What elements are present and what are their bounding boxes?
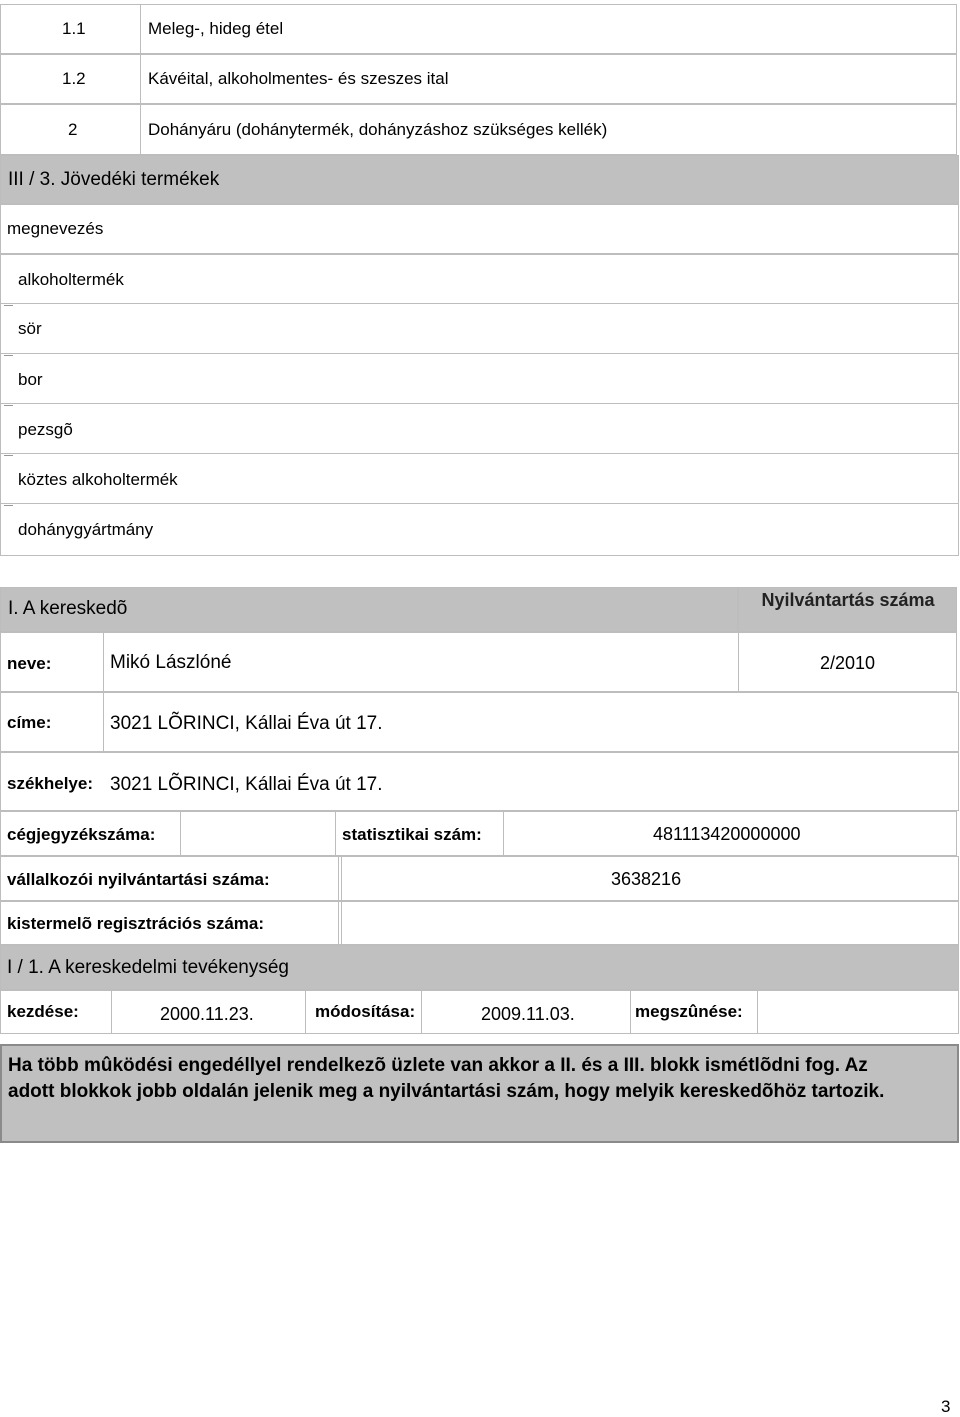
row-divider (0, 503, 959, 504)
cell-divider (180, 811, 181, 856)
smallholder-label: kistermelõ regisztrációs száma: (7, 914, 265, 933)
service-divider (140, 4, 141, 155)
service-number: 1.2 (62, 69, 86, 88)
excise-list (0, 254, 959, 556)
company-reg-label: cégjegyzékszáma: (7, 825, 156, 844)
cell-divider (305, 990, 306, 1034)
trader-seat-label: székhelye: (7, 774, 93, 793)
reg-number: 2/2010 (820, 653, 876, 673)
service-row-1 (0, 4, 957, 54)
row-divider (0, 303, 959, 304)
stat-number-label: statisztikai szám: (342, 825, 482, 844)
start-label: kezdése: (7, 1002, 79, 1021)
entrepreneur-label: vállalkozói nyilvántartási száma: (7, 870, 270, 889)
excise-item: pezsgõ (18, 420, 73, 439)
row-dash (4, 505, 13, 506)
row-divider (0, 453, 959, 454)
modification-label: módosítása: (315, 1002, 416, 1021)
excise-item: köztes alkoholtermék (18, 470, 178, 489)
row-dash (4, 455, 13, 456)
end-label: megszûnése: (635, 1002, 743, 1021)
row-dash (4, 355, 13, 356)
cell-divider (757, 990, 758, 1034)
row-divider (0, 403, 959, 404)
trader-name: Mikó Lászlóné (110, 652, 232, 673)
cell-divider (503, 811, 504, 856)
activity-dates-row (0, 990, 959, 1034)
trader-name-label: neve: (7, 654, 52, 673)
service-label: Kávéital, alkoholmentes- és szeszes ital (148, 69, 449, 88)
row-dash (4, 405, 13, 406)
modification-date: 2009.11.03. (481, 1004, 575, 1024)
cell-divider (111, 990, 112, 1034)
excise-item: dohánygyártmány (18, 520, 154, 539)
row-divider (0, 353, 959, 354)
service-number: 2 (68, 120, 78, 139)
trader-address-label: címe: (7, 713, 52, 732)
trader-address: 3021 LÕRINCI, Kállai Éva út 17. (110, 713, 383, 734)
notice-text: Ha több mûködési engedéllyel rendelkezõ üzlete van akkor a II. és a III. blokk ismétlõdni fog. Az adott blokkok jobb oldalán jelenik meg a nyilvántartási szám, hogy melyik kereskedõhöz tartozik. (8, 1055, 885, 1102)
excise-name-row (0, 204, 959, 254)
entrepreneur-number: 3638216 (611, 869, 682, 889)
cell-divider (738, 632, 739, 692)
page-number: 3 (941, 1397, 951, 1416)
start-date: 2000.11.23. (160, 1004, 254, 1024)
service-label: Dohányáru (dohánytermék, dohányzáshoz szükséges kellék) (148, 120, 608, 139)
trader-title: I. A kereskedõ (8, 598, 128, 619)
service-row-2 (0, 54, 957, 104)
reg-number-header-label: Nyilvántartás száma (761, 590, 935, 610)
cell-divider (335, 811, 336, 856)
excise-item: bor (18, 370, 43, 389)
cell-divider (421, 990, 422, 1034)
excise-item: sör (18, 319, 42, 338)
trader-seat: 3021 LÕRINCI, Kállai Éva út 17. (110, 774, 383, 795)
service-number: 1.1 (62, 19, 86, 38)
activity-title: I / 1. A kereskedelmi tevékenység (7, 957, 289, 978)
excise-title: III / 3. Jövedéki termékek (8, 169, 220, 190)
cell-divider (630, 990, 631, 1034)
excise-item: alkoholtermék (18, 270, 124, 289)
stat-number: 481113420000000 (653, 824, 801, 844)
excise-name-label: megnevezés (7, 219, 104, 238)
row-dash (4, 305, 13, 306)
service-label: Meleg-, hideg étel (148, 19, 284, 38)
